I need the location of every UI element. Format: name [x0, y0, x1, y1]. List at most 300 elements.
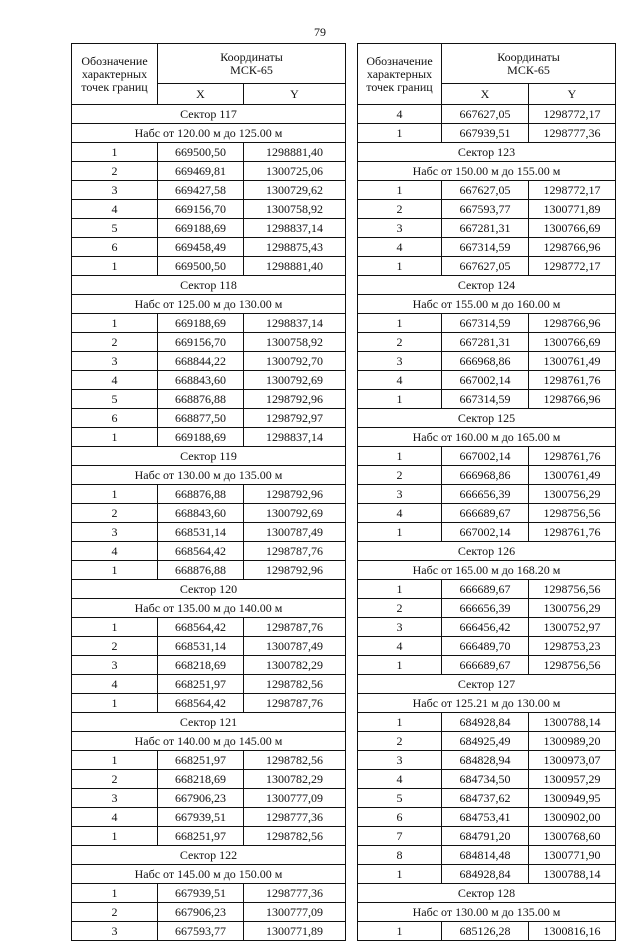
coord-x: 667314,59 — [442, 314, 529, 333]
coord-x: 668251,97 — [158, 751, 244, 770]
table-row — [72, 542, 346, 561]
header-x-label: X — [158, 84, 244, 105]
coord-x: 667281,31 — [442, 333, 529, 352]
coord-y: 1298772,17 — [529, 105, 616, 124]
point-number: 1 — [358, 181, 442, 200]
coord-x: 669427,58 — [158, 181, 244, 200]
coord-y: 1298772,17 — [529, 257, 616, 276]
coord-y: 1300788,14 — [529, 865, 616, 884]
table-row — [72, 561, 346, 580]
coord-x: 667281,31 — [442, 219, 529, 238]
sector-title: Сектор 128 — [358, 884, 616, 903]
coord-y: 1300973,07 — [529, 751, 616, 770]
point-number: 3 — [72, 922, 158, 941]
sector-title: Сектор 120 — [72, 580, 346, 599]
coord-y: 1300758,92 — [244, 333, 346, 352]
coord-y: 1300787,49 — [244, 637, 346, 656]
table-row — [358, 124, 616, 143]
coord-x: 669188,69 — [158, 428, 244, 447]
point-number: 4 — [72, 542, 158, 561]
coord-y: 1298792,96 — [244, 390, 346, 409]
coord-y: 1298837,14 — [244, 428, 346, 447]
nabs-range: Набс от 130.00 м до 135.00 м — [358, 903, 616, 922]
nabs-row — [358, 694, 616, 713]
table-row — [72, 314, 346, 333]
coord-y: 1300816,16 — [529, 922, 616, 941]
coord-x: 669500,50 — [158, 257, 244, 276]
table-row — [358, 751, 616, 770]
nabs-row — [72, 865, 346, 884]
header-x-label: X — [442, 84, 529, 105]
coord-x: 668531,14 — [158, 637, 244, 656]
table-row — [358, 599, 616, 618]
point-number: 1 — [358, 390, 442, 409]
coord-x: 668877,50 — [158, 409, 244, 428]
point-number: 1 — [358, 922, 442, 941]
table-row — [358, 219, 616, 238]
point-number: 4 — [358, 770, 442, 789]
point-number: 4 — [72, 371, 158, 390]
sector-row — [358, 542, 616, 561]
coord-y: 1298787,76 — [244, 694, 346, 713]
point-number: 3 — [72, 181, 158, 200]
coord-y: 1300771,90 — [529, 846, 616, 865]
sector-title: Сектор 122 — [72, 846, 346, 865]
point-number: 2 — [358, 333, 442, 352]
nabs-range: Набс от 145.00 м до 150.00 м — [72, 865, 346, 884]
coord-y: 1298761,76 — [529, 447, 616, 466]
sector-row — [72, 713, 346, 732]
coord-x: 668218,69 — [158, 656, 244, 675]
table-row — [72, 751, 346, 770]
coord-x: 669188,69 — [158, 314, 244, 333]
point-number: 1 — [72, 618, 158, 637]
table-row — [358, 257, 616, 276]
coord-y: 1300949,95 — [529, 789, 616, 808]
table-row — [72, 409, 346, 428]
nabs-row — [358, 903, 616, 922]
coord-y: 1300989,20 — [529, 732, 616, 751]
point-number: 1 — [72, 257, 158, 276]
nabs-range: Набс от 135.00 м до 140.00 м — [72, 599, 346, 618]
nabs-row — [358, 295, 616, 314]
table-row — [72, 390, 346, 409]
coord-x: 684928,84 — [442, 713, 529, 732]
nabs-range: Набс от 150.00 м до 155.00 м — [358, 162, 616, 181]
coord-x: 666689,67 — [442, 580, 529, 599]
table-row — [358, 770, 616, 789]
table-row — [358, 238, 616, 257]
table-row — [358, 523, 616, 542]
table-row — [72, 162, 346, 181]
table-row — [358, 808, 616, 827]
table-row — [358, 656, 616, 675]
point-number: 3 — [358, 352, 442, 371]
point-number: 1 — [358, 523, 442, 542]
table-row — [72, 143, 346, 162]
point-number: 1 — [72, 485, 158, 504]
coord-y: 1300957,29 — [529, 770, 616, 789]
coord-y: 1298787,76 — [244, 542, 346, 561]
table-row — [358, 314, 616, 333]
coord-x: 666656,39 — [442, 599, 529, 618]
nabs-row — [72, 466, 346, 485]
coord-x: 668531,14 — [158, 523, 244, 542]
table-row — [358, 789, 616, 808]
coord-x: 684814,48 — [442, 846, 529, 865]
point-number: 4 — [72, 808, 158, 827]
coord-y: 1300902,00 — [529, 808, 616, 827]
point-number: 3 — [358, 751, 442, 770]
coord-x: 667002,14 — [442, 371, 529, 390]
table-row — [72, 808, 346, 827]
point-number: 3 — [72, 789, 158, 808]
coord-x: 668876,88 — [158, 561, 244, 580]
table-row — [358, 846, 616, 865]
coord-y: 1298766,96 — [529, 314, 616, 333]
point-number: 3 — [358, 219, 442, 238]
point-number: 2 — [72, 333, 158, 352]
table-row — [72, 428, 346, 447]
point-number: 2 — [358, 466, 442, 485]
point-number: 1 — [72, 884, 158, 903]
nabs-range: Набс от 120.00 м до 125.00 м — [72, 124, 346, 143]
table-body-right — [358, 105, 616, 941]
header-point-label: Обозначение характерных точек границ — [72, 44, 158, 105]
sector-row — [358, 276, 616, 295]
coord-x: 667906,23 — [158, 789, 244, 808]
table-row — [358, 637, 616, 656]
point-number: 1 — [72, 694, 158, 713]
table-row — [72, 504, 346, 523]
point-number: 1 — [358, 865, 442, 884]
coord-x: 668876,88 — [158, 485, 244, 504]
coord-x: 666968,86 — [442, 466, 529, 485]
table-row — [72, 523, 346, 542]
coord-x: 666656,39 — [442, 485, 529, 504]
coord-y: 1298777,36 — [244, 884, 346, 903]
nabs-row — [358, 162, 616, 181]
table-row — [358, 504, 616, 523]
coord-x: 667002,14 — [442, 447, 529, 466]
coord-x: 667314,59 — [442, 238, 529, 257]
point-number: 3 — [358, 485, 442, 504]
coord-y: 1298761,76 — [529, 371, 616, 390]
coord-y: 1298792,96 — [244, 561, 346, 580]
coord-x: 666689,67 — [442, 656, 529, 675]
nabs-range: Набс от 165.00 м до 168.20 м — [358, 561, 616, 580]
coord-x: 666968,86 — [442, 352, 529, 371]
point-number: 4 — [358, 105, 442, 124]
coord-y: 1300788,14 — [529, 713, 616, 732]
coord-y: 1300771,89 — [529, 200, 616, 219]
coord-y: 1300792,69 — [244, 371, 346, 390]
coord-x: 668843,60 — [158, 504, 244, 523]
table-row — [72, 238, 346, 257]
coord-y: 1298881,40 — [244, 143, 346, 162]
sector-row — [72, 846, 346, 865]
header-y-label: Y — [529, 84, 616, 105]
coord-x: 668251,97 — [158, 675, 244, 694]
coord-y: 1298782,56 — [244, 675, 346, 694]
coord-x: 667627,05 — [442, 257, 529, 276]
table-row — [358, 618, 616, 637]
coord-y: 1300792,69 — [244, 504, 346, 523]
point-number: 5 — [358, 789, 442, 808]
table-row — [72, 485, 346, 504]
point-number: 1 — [72, 428, 158, 447]
nabs-row — [72, 124, 346, 143]
table-row — [358, 105, 616, 124]
point-number: 1 — [72, 143, 158, 162]
coord-y: 1298837,14 — [244, 314, 346, 333]
coord-x: 667002,14 — [442, 523, 529, 542]
coord-x: 669458,49 — [158, 238, 244, 257]
coord-x: 669469,81 — [158, 162, 244, 181]
table-row — [358, 200, 616, 219]
point-number: 5 — [72, 390, 158, 409]
coord-y: 1300758,92 — [244, 200, 346, 219]
coord-y: 1300777,09 — [244, 789, 346, 808]
coord-y: 1300782,29 — [244, 770, 346, 789]
coord-y: 1300768,60 — [529, 827, 616, 846]
point-number: 1 — [72, 827, 158, 846]
coord-y: 1298756,56 — [529, 656, 616, 675]
table-body-left — [72, 105, 346, 941]
coord-x: 668844,22 — [158, 352, 244, 371]
coord-y: 1300777,09 — [244, 903, 346, 922]
nabs-range: Набс от 125.21 м до 130.00 м — [358, 694, 616, 713]
point-number: 1 — [358, 656, 442, 675]
coord-x: 669156,70 — [158, 333, 244, 352]
table-row — [72, 789, 346, 808]
coord-x: 669156,70 — [158, 200, 244, 219]
coordinates-table-right — [357, 43, 616, 941]
coord-x: 667627,05 — [442, 105, 529, 124]
table-row — [358, 390, 616, 409]
coord-x: 667314,59 — [442, 390, 529, 409]
point-number: 2 — [358, 200, 442, 219]
table-row — [358, 447, 616, 466]
coord-y: 1300756,29 — [529, 599, 616, 618]
coord-x: 684734,50 — [442, 770, 529, 789]
table-row — [72, 922, 346, 941]
table-row — [72, 257, 346, 276]
point-number: 1 — [358, 314, 442, 333]
nabs-row — [72, 599, 346, 618]
table-row — [72, 333, 346, 352]
point-number: 3 — [72, 523, 158, 542]
point-number: 1 — [358, 447, 442, 466]
sector-row — [358, 675, 616, 694]
coord-x: 668843,60 — [158, 371, 244, 390]
table-row — [358, 333, 616, 352]
table-row — [72, 618, 346, 637]
table-row — [358, 352, 616, 371]
point-number: 4 — [358, 637, 442, 656]
coord-y: 1298881,40 — [244, 257, 346, 276]
coord-y: 1298782,56 — [244, 827, 346, 846]
coord-y: 1298766,96 — [529, 390, 616, 409]
table-row — [358, 713, 616, 732]
coord-x: 668251,97 — [158, 827, 244, 846]
table-row — [72, 181, 346, 200]
coord-y: 1298756,56 — [529, 580, 616, 599]
nabs-row — [72, 732, 346, 751]
point-number: 1 — [358, 580, 442, 599]
coord-x: 684928,84 — [442, 865, 529, 884]
table-row — [72, 770, 346, 789]
table-row — [358, 580, 616, 599]
coord-y: 1298777,36 — [529, 124, 616, 143]
sector-title: Сектор 127 — [358, 675, 616, 694]
point-number: 2 — [72, 637, 158, 656]
coord-x: 667906,23 — [158, 903, 244, 922]
sector-row — [72, 105, 346, 124]
sector-row — [358, 884, 616, 903]
coord-x: 667939,51 — [158, 808, 244, 827]
nabs-range: Набс от 140.00 м до 145.00 м — [72, 732, 346, 751]
coord-y: 1300787,49 — [244, 523, 346, 542]
coord-y: 1298792,96 — [244, 485, 346, 504]
point-number: 2 — [72, 903, 158, 922]
sector-title: Сектор 123 — [358, 143, 616, 162]
point-number: 4 — [72, 675, 158, 694]
point-number: 3 — [358, 618, 442, 637]
coord-y: 1298782,56 — [244, 751, 346, 770]
sector-title: Сектор 126 — [358, 542, 616, 561]
table-row — [72, 903, 346, 922]
table-row — [72, 352, 346, 371]
point-number: 7 — [358, 827, 442, 846]
coord-x: 668876,88 — [158, 390, 244, 409]
table-row — [72, 371, 346, 390]
point-number: 1 — [72, 561, 158, 580]
point-number: 3 — [72, 656, 158, 675]
coord-x: 668218,69 — [158, 770, 244, 789]
coord-y: 1300729,62 — [244, 181, 346, 200]
coord-y: 1298792,97 — [244, 409, 346, 428]
nabs-range: Набс от 160.00 м до 165.00 м — [358, 428, 616, 447]
table-row — [72, 884, 346, 903]
coord-x: 668564,42 — [158, 618, 244, 637]
coord-y: 1298787,76 — [244, 618, 346, 637]
point-number: 1 — [358, 124, 442, 143]
table-row — [358, 865, 616, 884]
point-number: 4 — [358, 238, 442, 257]
table-row — [358, 827, 616, 846]
point-number: 2 — [358, 732, 442, 751]
nabs-row — [358, 428, 616, 447]
coord-y: 1298756,56 — [529, 504, 616, 523]
page-number: 79 — [314, 25, 326, 39]
coord-y: 1298761,76 — [529, 523, 616, 542]
nabs-row — [72, 295, 346, 314]
table-row — [358, 922, 616, 941]
point-number: 2 — [358, 599, 442, 618]
coord-y: 1300771,89 — [244, 922, 346, 941]
coord-y: 1300766,69 — [529, 219, 616, 238]
table-row — [72, 637, 346, 656]
coord-x: 684791,20 — [442, 827, 529, 846]
coord-y: 1298753,23 — [529, 637, 616, 656]
coord-y: 1300761,49 — [529, 352, 616, 371]
sector-title: Сектор 121 — [72, 713, 346, 732]
header-coords-label: Координаты МСК-65 — [442, 44, 616, 84]
table-row — [72, 656, 346, 675]
point-number: 6 — [358, 808, 442, 827]
point-number: 6 — [72, 409, 158, 428]
coord-y: 1300761,49 — [529, 466, 616, 485]
point-number: 2 — [72, 162, 158, 181]
table-row — [72, 694, 346, 713]
header-coords-label: Координаты МСК-65 — [158, 44, 346, 84]
coord-x: 684828,94 — [442, 751, 529, 770]
sector-title: Сектор 118 — [72, 276, 346, 295]
point-number: 2 — [72, 770, 158, 789]
header-point-label: Обозначение характерных точек границ — [358, 44, 442, 105]
coord-x: 666689,67 — [442, 504, 529, 523]
coord-x: 667939,51 — [442, 124, 529, 143]
coord-x: 669500,50 — [158, 143, 244, 162]
table-row — [72, 200, 346, 219]
sector-title: Сектор 119 — [72, 447, 346, 466]
point-number: 1 — [72, 751, 158, 770]
point-number: 8 — [358, 846, 442, 865]
sector-row — [72, 447, 346, 466]
sector-title: Сектор 125 — [358, 409, 616, 428]
table-row — [358, 181, 616, 200]
point-number: 6 — [72, 238, 158, 257]
coord-x: 667939,51 — [158, 884, 244, 903]
sector-row — [72, 276, 346, 295]
table-row — [358, 485, 616, 504]
point-number: 1 — [358, 257, 442, 276]
sector-title: Сектор 117 — [72, 105, 346, 124]
coord-x: 668564,42 — [158, 542, 244, 561]
coord-y: 1298837,14 — [244, 219, 346, 238]
point-number: 1 — [358, 713, 442, 732]
nabs-row — [358, 561, 616, 580]
coordinates-table-left — [71, 43, 346, 941]
coord-x: 684753,41 — [442, 808, 529, 827]
nabs-range: Набс от 155.00 м до 160.00 м — [358, 295, 616, 314]
coord-x: 666456,42 — [442, 618, 529, 637]
coord-y: 1300792,70 — [244, 352, 346, 371]
coord-y: 1298766,96 — [529, 238, 616, 257]
table-row — [358, 371, 616, 390]
coord-x: 666489,70 — [442, 637, 529, 656]
sector-row — [358, 409, 616, 428]
table-row — [358, 466, 616, 485]
coord-x: 668564,42 — [158, 694, 244, 713]
point-number: 4 — [72, 200, 158, 219]
coord-y: 1300766,69 — [529, 333, 616, 352]
point-number: 4 — [358, 504, 442, 523]
coord-y: 1300725,06 — [244, 162, 346, 181]
table-row — [72, 675, 346, 694]
table-row — [72, 219, 346, 238]
table-row — [358, 732, 616, 751]
table-row — [72, 827, 346, 846]
coord-x: 667627,05 — [442, 181, 529, 200]
point-number: 2 — [72, 504, 158, 523]
point-number: 4 — [358, 371, 442, 390]
coord-x: 684925,49 — [442, 732, 529, 751]
coord-x: 667593,77 — [442, 200, 529, 219]
coord-y: 1300752,97 — [529, 618, 616, 637]
point-number: 1 — [72, 314, 158, 333]
